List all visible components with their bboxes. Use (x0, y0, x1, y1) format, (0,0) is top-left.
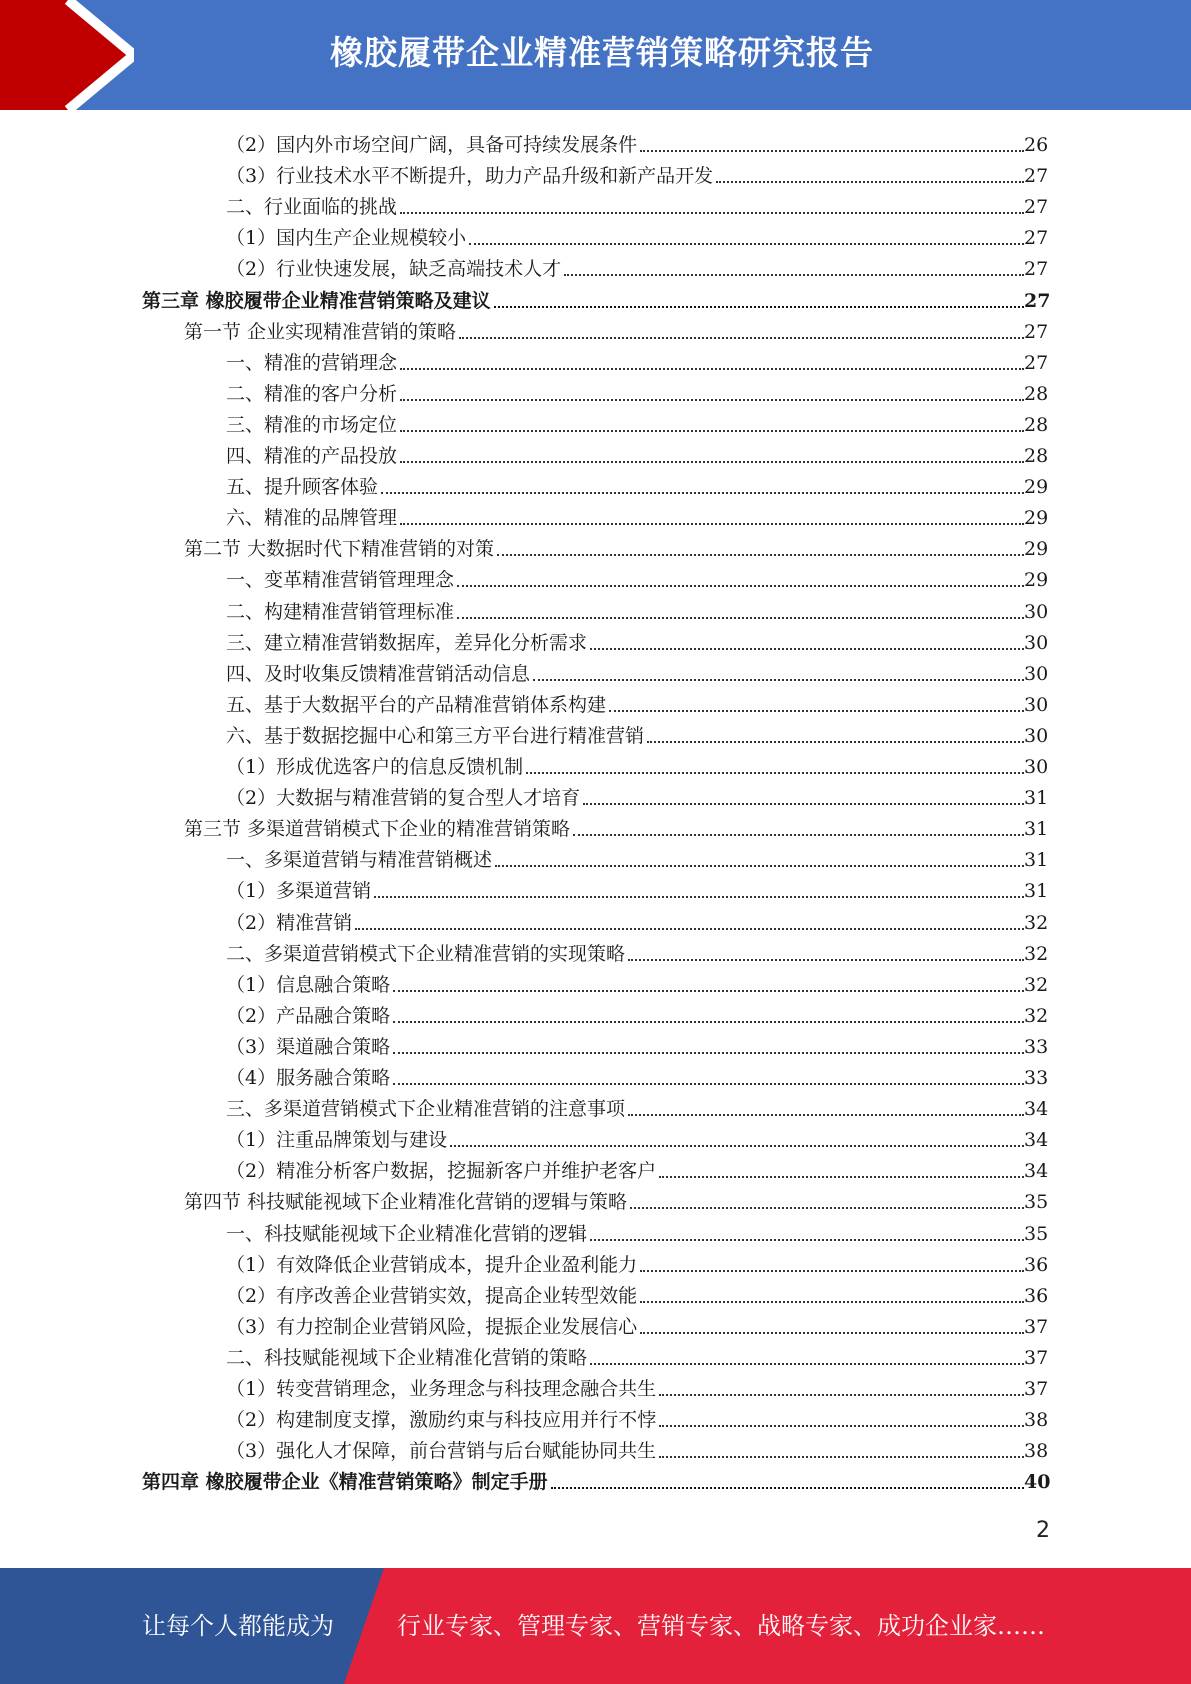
toc-entry-page: 34 (1024, 1129, 1049, 1152)
toc-dot-leader (573, 830, 1024, 836)
toc-dot-leader (393, 1048, 1024, 1054)
page-header (0, 0, 1191, 110)
toc-dot-leader (640, 146, 1024, 152)
toc-dot-leader (400, 457, 1024, 463)
toc-dot-leader (640, 1266, 1024, 1272)
toc-entry[interactable] (142, 283, 1051, 314)
toc-dot-leader (459, 333, 1024, 339)
toc-entry[interactable] (226, 469, 1048, 500)
toc-entry[interactable] (184, 1184, 1048, 1215)
report-title: 橡胶履带企业精准营销策略研究报告 (330, 33, 874, 72)
toc-entry-page: 40 (1024, 1471, 1051, 1494)
toc-entry-page: 37 (1024, 1378, 1049, 1400)
toc-dot-leader (564, 270, 1024, 276)
toc-dot-leader (659, 1421, 1024, 1427)
toc-entry-page: 35 (1024, 1191, 1049, 1214)
toc-dot-leader (494, 302, 1024, 308)
toc-entry-page: 27 (1024, 289, 1051, 312)
toc-entry-page: 30 (1024, 631, 1049, 654)
toc-dot-leader (393, 986, 1024, 992)
toc-entry[interactable] (226, 1309, 1048, 1340)
toc-dot-leader (590, 644, 1024, 650)
toc-dot-leader (355, 924, 1024, 930)
toc-entry-page: 30 (1024, 693, 1049, 716)
toc-entry[interactable] (226, 687, 1048, 718)
toc-entry-title: 第三章 橡胶履带企业精准营销策略及建议 (142, 289, 491, 312)
toc-entry-page: 34 (1024, 1098, 1049, 1121)
toc-entry-page: 33 (1024, 1067, 1049, 1089)
toc-entry[interactable] (226, 998, 1048, 1029)
toc-dot-leader (381, 488, 1024, 494)
toc-entry-title: 二、精准的客户分析 (226, 382, 398, 405)
toc-entry[interactable] (226, 594, 1048, 625)
toc-entry[interactable] (226, 625, 1048, 656)
toc-entry-title: 三、多渠道营销模式下企业精准营销的注意事项 (226, 1098, 626, 1121)
toc-entry-title: （1）转变营销理念，业务理念与科技理念融合共生 (226, 1378, 657, 1400)
toc-entry[interactable] (226, 718, 1048, 749)
toc-entry-title: 一、多渠道营销与精准营销概述 (226, 849, 493, 872)
toc-dot-leader (400, 364, 1024, 370)
toc-dot-leader (400, 519, 1024, 525)
toc-entry-page: 37 (1024, 1346, 1049, 1369)
toc-entry-title: （2）精准分析客户数据，挖掘新客户并维护老客户 (226, 1160, 657, 1183)
toc-entry-title: 五、基于大数据平台的产品精准营销体系构建 (226, 693, 607, 716)
toc-dot-leader (374, 892, 1024, 898)
toc-entry-page: 26 (1024, 134, 1049, 156)
toc-dot-leader (533, 675, 1024, 681)
toc-entry-page: 27 (1024, 165, 1049, 188)
toc-entry-title: （1）多渠道营销 (226, 880, 372, 903)
toc-entry-title: 第二节 大数据时代下精准营销的对策 (184, 538, 495, 561)
toc-entry-page: 30 (1024, 600, 1049, 623)
toc-entry[interactable] (226, 842, 1048, 873)
toc-entry[interactable] (226, 376, 1048, 407)
toc-entry-title: （1）国内生产企业规模较小 (226, 227, 467, 250)
toc-dot-leader (640, 1297, 1024, 1303)
toc-entry-page: 32 (1024, 973, 1049, 996)
toc-entry[interactable] (184, 314, 1048, 345)
toc-entry-page: 29 (1024, 538, 1049, 561)
toc-entry[interactable] (184, 531, 1048, 562)
toc-dot-leader (609, 706, 1024, 712)
toc-dot-leader (526, 768, 1024, 774)
toc-entry-page: 31 (1024, 787, 1049, 810)
toc-entry-title: 第三节 多渠道营销模式下企业的精准营销策略 (184, 818, 571, 841)
toc-entry[interactable] (226, 1247, 1048, 1278)
toc-entry-page: 38 (1024, 1409, 1049, 1432)
toc-entry[interactable] (226, 1060, 1048, 1091)
toc-entry-title: （4）服务融合策略 (226, 1067, 391, 1089)
toc-dot-leader (659, 1172, 1024, 1178)
toc-entry-page: 28 (1024, 445, 1049, 467)
toc-entry-page: 29 (1024, 569, 1049, 592)
toc-entry-title: （2）构建制度支撑，激励约束与科技应用并行不悖 (226, 1409, 657, 1432)
toc-entry-title: 二、行业面临的挑战 (226, 196, 398, 219)
toc-entry[interactable] (226, 1402, 1048, 1433)
toc-entry[interactable] (226, 1122, 1048, 1153)
toc-entry-title: 第一节 企业实现精准营销的策略 (184, 320, 457, 343)
toc-entry-page: 31 (1024, 880, 1049, 903)
toc-entry-title: 一、变革精准营销管理理念 (226, 569, 455, 592)
toc-entry-title: （2）行业快速发展，缺乏高端技术人才 (226, 258, 562, 281)
toc-dot-leader (659, 1390, 1024, 1396)
toc-entry-title: （2）大数据与精准营销的复合型人才培育 (226, 787, 581, 810)
toc-entry[interactable] (226, 905, 1048, 936)
toc-entry-title: 第四章 橡胶履带企业《精准营销策略》制定手册 (142, 1471, 548, 1494)
toc-dot-leader (393, 1017, 1024, 1023)
toc-entry[interactable] (226, 967, 1048, 998)
toc-entry-page: 32 (1024, 1004, 1049, 1027)
toc-entry[interactable] (184, 811, 1048, 842)
toc-entry-title: （1）注重品牌策划与建设 (226, 1129, 448, 1152)
footer-slogan-lead: 让每个人都能成为 (142, 1612, 334, 1640)
toc-dot-leader (583, 799, 1024, 805)
toc-entry[interactable] (226, 1371, 1048, 1402)
toc-entry-title: 二、多渠道营销模式下企业精准营销的实现策略 (226, 942, 626, 965)
toc-entry-title: 五、提升顾客体验 (226, 476, 379, 499)
toc-entry-page: 36 (1024, 1253, 1049, 1276)
toc-dot-leader (450, 1141, 1024, 1147)
toc-entry-title: 四、及时收集反馈精准营销活动信息 (226, 662, 531, 685)
toc-entry-page: 29 (1024, 507, 1049, 530)
toc-entry[interactable] (226, 500, 1048, 531)
toc-dot-leader (590, 1359, 1024, 1365)
toc-entry-title: 二、构建精准营销管理标准 (226, 600, 455, 623)
toc-entry-page: 32 (1024, 911, 1049, 934)
toc-entry-page: 30 (1024, 756, 1049, 778)
toc-entry[interactable] (142, 1464, 1051, 1495)
footer-slogan-list: 行业专家、管理专家、营销专家、战略专家、成功企业家…… (397, 1612, 1045, 1640)
toc-entry[interactable] (226, 251, 1048, 282)
toc-entry-title: （3）行业技术水平不断提升，助力产品升级和新产品开发 (226, 165, 714, 188)
toc-entry-title: （3）强化人才保障，前台营销与后台赋能协同共生 (226, 1440, 657, 1463)
toc-dot-leader (628, 955, 1024, 961)
page-footer (0, 1568, 1191, 1684)
toc-dot-leader (400, 395, 1024, 401)
toc-entry-page: 29 (1024, 476, 1049, 499)
toc-entry-title: （1）信息融合策略 (226, 973, 391, 996)
toc-entry[interactable] (226, 780, 1048, 811)
toc-entry-title: 六、精准的品牌管理 (226, 507, 398, 530)
toc-entry-title: （2）精准营销 (226, 911, 353, 934)
toc-dot-leader (716, 177, 1024, 183)
toc-entry-title: （1）形成优选客户的信息反馈机制 (226, 756, 524, 778)
toc-entry[interactable] (226, 936, 1048, 967)
toc-dot-leader (551, 1483, 1024, 1489)
toc-entry[interactable] (226, 407, 1048, 438)
toc-entry-page: 35 (1024, 1222, 1049, 1245)
toc-entry[interactable] (226, 438, 1048, 469)
toc-entry[interactable] (226, 656, 1048, 687)
toc-entry[interactable] (226, 345, 1048, 376)
toc-entry-title: 二、科技赋能视域下企业精准化营销的策略 (226, 1346, 588, 1369)
toc-dot-leader (630, 1203, 1024, 1209)
toc-entry-page: 27 (1024, 196, 1049, 219)
toc-entry[interactable] (226, 1340, 1048, 1371)
toc-dot-leader (640, 1328, 1024, 1334)
toc-dot-leader (400, 426, 1024, 432)
toc-entry-title: 三、精准的市场定位 (226, 413, 398, 436)
toc-dot-leader (400, 208, 1024, 214)
toc-entry[interactable] (226, 1216, 1048, 1247)
toc-entry-page: 28 (1024, 382, 1049, 405)
toc-dot-leader (457, 581, 1024, 587)
toc-entry-title: 一、科技赋能视域下企业精准化营销的逻辑 (226, 1222, 588, 1245)
toc-entry-page: 36 (1024, 1284, 1049, 1307)
toc-entry[interactable] (226, 1029, 1048, 1060)
toc-entry-page: 30 (1024, 724, 1049, 747)
toc-entry[interactable] (226, 749, 1048, 780)
toc-entry[interactable] (226, 562, 1048, 593)
toc-entry-title: 六、基于数据挖掘中心和第三方平台进行精准营销 (226, 724, 645, 747)
toc-dot-leader (628, 1110, 1024, 1116)
toc-entry-title: （2）有序改善企业营销实效，提高企业转型效能 (226, 1284, 638, 1307)
toc-dot-leader (590, 1235, 1024, 1241)
toc-entry-page: 34 (1024, 1160, 1049, 1183)
toc-entry-title: （1）有效降低企业营销成本，提升企业盈利能力 (226, 1253, 638, 1276)
toc-entry[interactable] (226, 158, 1048, 189)
toc-entry-title: 第四节 科技赋能视域下企业精准化营销的逻辑与策略 (184, 1191, 628, 1214)
toc-entry-title: 三、建立精准营销数据库，差异化分析需求 (226, 631, 588, 654)
toc-entry[interactable] (226, 873, 1048, 904)
toc-entry[interactable] (226, 1091, 1048, 1122)
toc-entry-title: （2）产品融合策略 (226, 1004, 391, 1027)
toc-entry-page: 33 (1024, 1035, 1049, 1058)
toc-entry[interactable] (226, 1278, 1048, 1309)
toc-entry-title: 四、精准的产品投放 (226, 445, 398, 467)
toc-dot-leader (659, 1452, 1024, 1458)
toc-entry-page: 31 (1024, 818, 1049, 841)
toc-dot-leader (393, 1079, 1024, 1085)
toc-entry[interactable] (226, 220, 1048, 251)
toc-entry[interactable] (226, 127, 1048, 158)
toc-entry-page: 32 (1024, 942, 1049, 965)
toc-entry-title: （3）有力控制企业营销风险，提振企业发展信心 (226, 1315, 638, 1338)
page-number: 2 (1036, 1518, 1050, 1543)
toc-entry-title: （2）国内外市场空间广阔，具备可持续发展条件 (226, 134, 638, 156)
toc-entry-page: 27 (1024, 320, 1049, 343)
toc-entry[interactable] (226, 1153, 1048, 1184)
toc-entry-page: 31 (1024, 849, 1049, 872)
toc-entry[interactable] (226, 1433, 1048, 1464)
toc-entry-page: 27 (1024, 351, 1049, 374)
toc-dot-leader (469, 239, 1024, 245)
toc-dot-leader (497, 550, 1024, 556)
toc-entry-page: 28 (1024, 413, 1049, 436)
toc-dot-leader (457, 613, 1024, 619)
toc-entry-page: 38 (1024, 1440, 1049, 1463)
toc-entry-page: 27 (1024, 258, 1049, 281)
toc-dot-leader (647, 737, 1024, 743)
toc-entry-page: 37 (1024, 1315, 1049, 1338)
toc-entry-page: 27 (1024, 227, 1049, 250)
toc-entry-title: 一、精准的营销理念 (226, 351, 398, 374)
toc-dot-leader (495, 861, 1024, 867)
toc-entry[interactable] (226, 189, 1048, 220)
toc-entry-title: （3）渠道融合策略 (226, 1035, 391, 1058)
toc-entry-page: 30 (1024, 662, 1049, 685)
